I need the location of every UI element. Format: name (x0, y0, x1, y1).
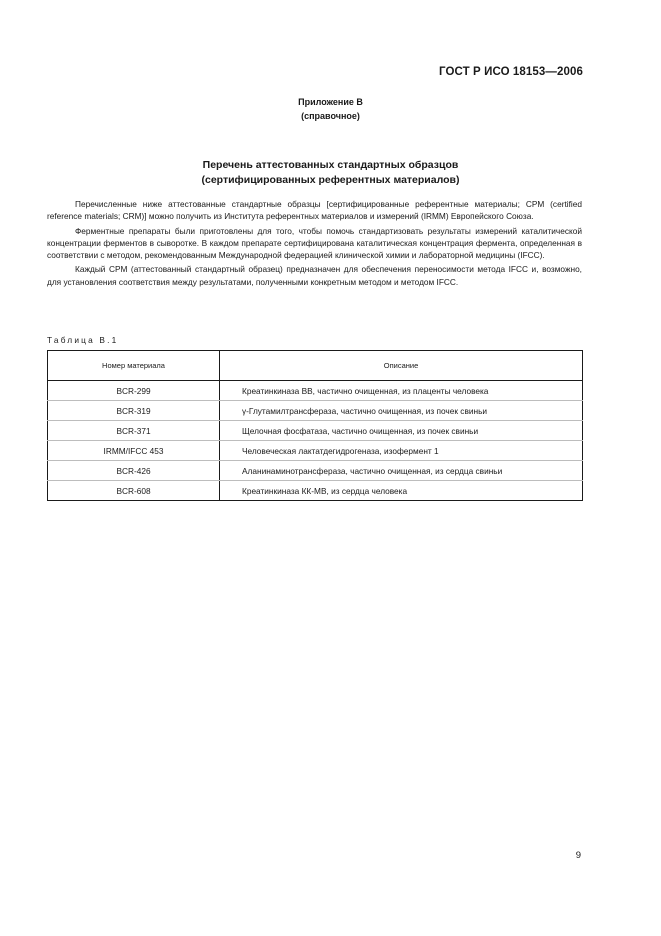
section-title (0, 158, 661, 188)
material-code: BCR-299 (48, 381, 220, 401)
section-title-line-2: (сертифицированных референтных материалов) (201, 174, 460, 186)
table-row (48, 421, 583, 441)
material-description: Креатинкиназа КК-МВ, из сердца человека (220, 481, 583, 501)
appendix-subtitle: (справочное) (301, 111, 360, 121)
paragraph: Ферментные препараты были приготовлены для того, чтобы помочь стандартизовать результаты измерений каталитической концентрации ферментов в сыворотке. В каждом препарате сертифицирована каталитическая концентрация фермента, определенная в соответствии с методом, рекомендованным Международной федерацией клинической химии и лабораторной медицины (IFCC). (47, 225, 582, 260)
paragraph: Каждый СРМ (аттестованный стандартный образец) предназначен для обеспечения переносимости метода IFCC и, возможно, для установления соответствия между результатами, полученными конкретным методом и методом IFCC. (47, 264, 582, 287)
table-header-row (48, 351, 583, 381)
appendix-title: Приложение В (298, 97, 363, 107)
paragraph: Перечисленные ниже аттестованные стандартные образцы [сертифицированные референтные материалы; СРМ (certified reference materials; CRM)] можно получить из Института референтных материалов и измерений (IRMM) Европейского Союза. (47, 199, 582, 222)
material-description: Щелочная фосфатаза, частично очищенная, из почек свиньи (220, 421, 583, 441)
material-description: γ-Глутамилтрансфераза, частично очищенная, из почек свиньи (220, 401, 583, 421)
materials-table (47, 350, 583, 501)
material-description: Креатинкиназа ВВ, частично очищенная, из плаценты человека (220, 381, 583, 401)
table-row (48, 381, 583, 401)
column-header-description: Описание (220, 351, 583, 381)
material-description: Аланинаминотрансфераза, частично очищенная, из сердца свиньи (220, 461, 583, 481)
material-code: IRMM/IFCC 453 (48, 441, 220, 461)
material-code: BCR-371 (48, 421, 220, 441)
body-text (47, 198, 582, 290)
table-row (48, 461, 583, 481)
table-caption: Таблица В.1 (47, 335, 119, 345)
table-row (48, 441, 583, 461)
document-code: ГОСТ Р ИСО 18153—2006 (438, 66, 583, 78)
material-code: BCR-426 (48, 461, 220, 481)
material-description: Человеческая лактатдегидрогеназа, изофермент 1 (220, 441, 583, 461)
column-header-material-number: Номер материала (48, 351, 220, 381)
section-title-line-1: Перечень аттестованных стандартных образцов (202, 159, 459, 171)
table-row (48, 481, 583, 501)
material-code: BCR-608 (48, 481, 220, 501)
page-number: 9 (575, 850, 581, 861)
material-code: BCR-319 (48, 401, 220, 421)
table-row (48, 401, 583, 421)
appendix-heading (0, 95, 661, 123)
